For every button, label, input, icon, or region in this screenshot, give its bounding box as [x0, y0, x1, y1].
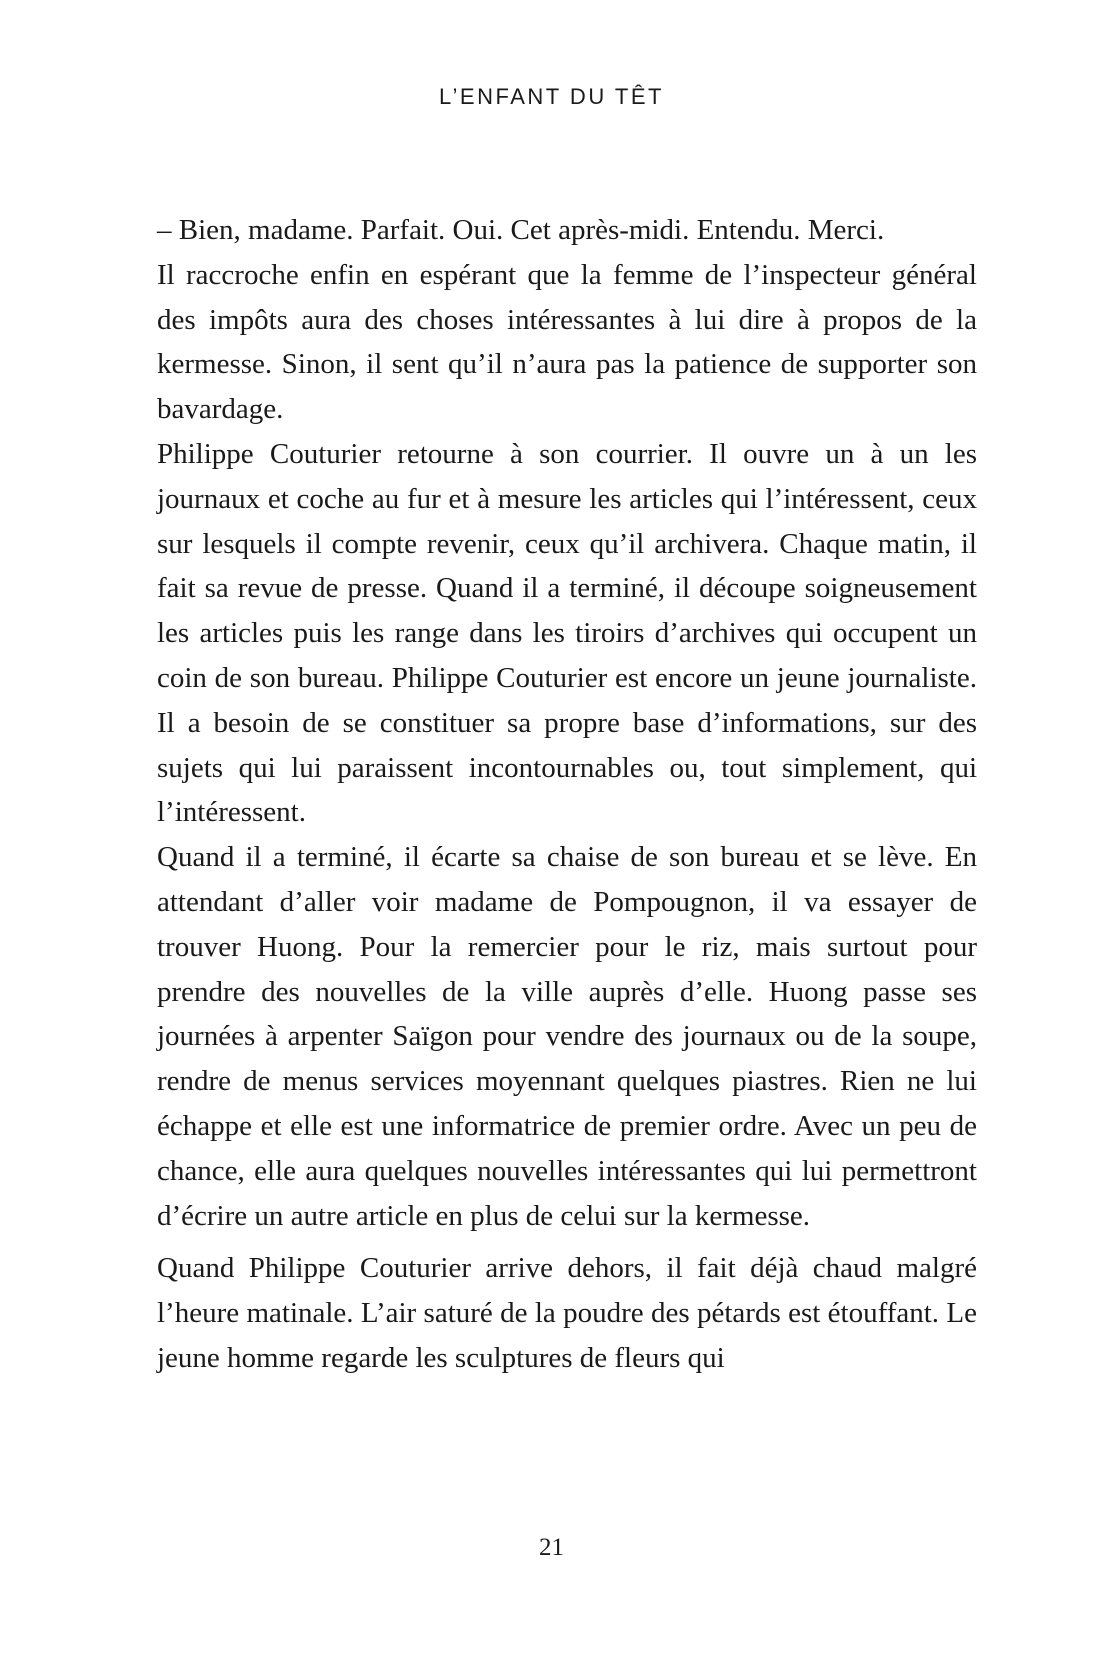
paragraph-3: Philippe Couturier retourne à son courrier. Il ouvre un à un les journaux et coche au fur et à mesure les articles qui l’intéressent, ceux sur lesquels il compte revenir, ceux qu’il archivera. Chaque matin, il fait sa revue de presse. Quand il a terminé, il découpe soigneusement les articles puis les range dans les tiroirs d’archives qui occupent un coin de son bureau. Philippe Couturier est encore un jeune journaliste. Il a besoin de se constituer sa propre base d’informations, sur des sujets qui lui paraissent incontournables ou, tout simplement, qui l’intéressent. — [157, 437, 977, 829]
paragraph-4: Quand il a terminé, il écarte sa chaise de son bureau et se lève. En attendant d’aller voir madame de Pompougnon, il va essayer de trouver Huong. Pour la remercier pour le riz, mais surtout pour prendre des nouvelles de la ville auprès d’elle. Huong passe ses journées à arpenter Saïgon pour vendre des journaux ou de la soupe, rendre de menus services moyennant quelques piastres. Rien ne lui échappe et elle est une informatrice de premier ordre. Avec un peu de chance, elle aura quelques nouvelles intéressantes qui lui permettront d’écrire un autre article en plus de celui sur la kermesse. — [157, 841, 977, 1232]
page-number: 21 — [539, 1534, 564, 1561]
paragraph-5: Quand Philippe Couturier arrive dehors, il fait déjà chaud malgré l’heure matinale. L’air saturé de la poudre des pétards est étouffant. Le jeune homme regarde les sculptures de fleurs qui — [157, 1252, 977, 1374]
running-head-title: L’ENFANT DU TÊT — [439, 84, 664, 109]
paragraph-1: – Bien, madame. Parfait. Oui. Cet après-midi. Entendu. Merci. — [157, 214, 885, 246]
body-text — [157, 208, 977, 1381]
paragraph-2: Il raccroche enfin en espérant que la femme de l’inspecteur général des impôts aura des choses intéressantes à lui dire à propos de la kermesse. Sinon, il sent qu’il n’aura pas la patience de supporter son bavardage. — [157, 258, 977, 426]
